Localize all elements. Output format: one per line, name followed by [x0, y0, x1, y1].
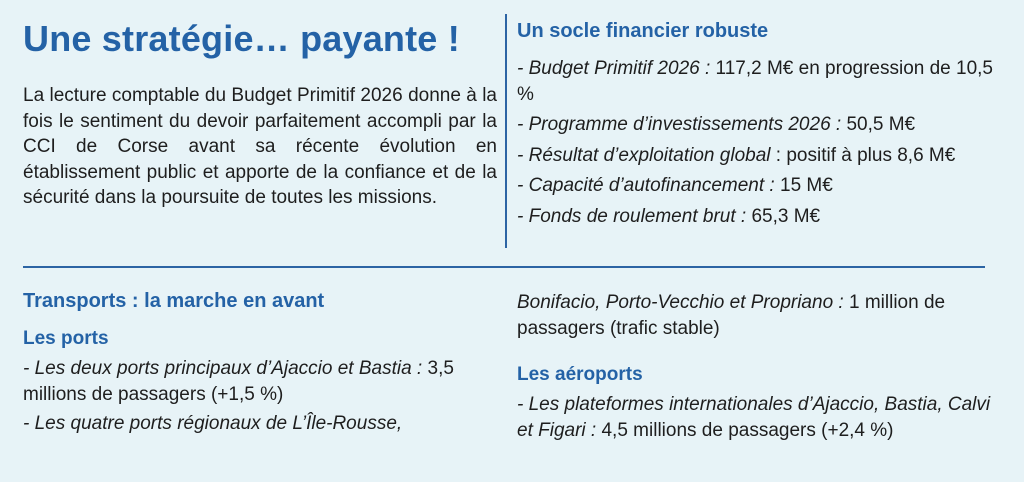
ports-continued-value: 1 million de passagers (trafic stable): [517, 292, 946, 339]
ports-item-label: - Les quatre ports régionaux de L’Île-Rousse,: [23, 413, 403, 434]
financial-item-value: 15 M€: [774, 175, 833, 196]
airports-item-value: 4,5 millions de passagers (+2,4 %): [596, 419, 894, 441]
financial-item-label: - Capacité d’autofinancement :: [517, 175, 775, 196]
financial-heading: Un socle financier robuste: [517, 20, 769, 42]
intro-paragraph: La lecture comptable du Budget Primitif 2026 donne à la fois le sentiment du devoir parfaitement accompli par la CCI de Corse avant sa récente évolution en établissement public et apporte de la confiance et de la sécurité dans la poursuite de toutes les missions.: [23, 85, 497, 209]
transports-continued-section: [517, 290, 997, 447]
airports-item: [517, 392, 997, 443]
financial-item: [517, 173, 1009, 199]
financial-item-label: - Budget Primitif 2026 :: [517, 58, 711, 79]
financial-item-value: 65,3 M€: [746, 205, 821, 227]
airports-item-label: - Les plateformes internationales d’Ajaccio, Bastia, Calvi et Figari :: [517, 394, 991, 441]
horizontal-divider: [23, 266, 985, 268]
transports-heading: Transports : la marche en avant: [23, 290, 325, 312]
page-title: Une stratégie… payante !: [23, 18, 460, 59]
financial-item: [517, 204, 1009, 230]
financial-item-value: : positif à plus 8,6 M€: [770, 144, 956, 166]
airports-heading: Les aéroports: [517, 364, 643, 385]
transports-section: [23, 290, 503, 441]
financial-item-label: - Programme d’investissements 2026 :: [517, 114, 842, 135]
ports-item-value: 3,5 millions de passagers (+1,5 %): [23, 358, 454, 405]
financial-item-value: 117,2 M€ en progression de 10,5 %: [517, 58, 993, 105]
financial-item: [517, 143, 1009, 169]
ports-item: [23, 411, 503, 437]
financial-item: [517, 112, 1009, 138]
ports-continued-label: Bonifacio, Porto-Vecchio et Propriano :: [517, 292, 844, 313]
financial-item-label: - Résultat d’exploitation global: [517, 144, 771, 166]
ports-item: [23, 356, 503, 407]
ports-item-continued: [517, 290, 997, 341]
airports-list: [517, 392, 997, 443]
financial-section: [517, 20, 1009, 234]
financial-item: [517, 56, 1009, 107]
financial-item-label: - Fonds de roulement brut :: [517, 205, 747, 227]
ports-heading: Les ports: [23, 328, 109, 349]
ports-list: [23, 356, 503, 437]
vertical-divider: [505, 14, 507, 248]
ports-item-label: - Les deux ports principaux d’Ajaccio et Bastia :: [23, 358, 423, 379]
financial-item-value: 50,5 M€: [841, 114, 916, 135]
financial-list: [517, 56, 1009, 229]
